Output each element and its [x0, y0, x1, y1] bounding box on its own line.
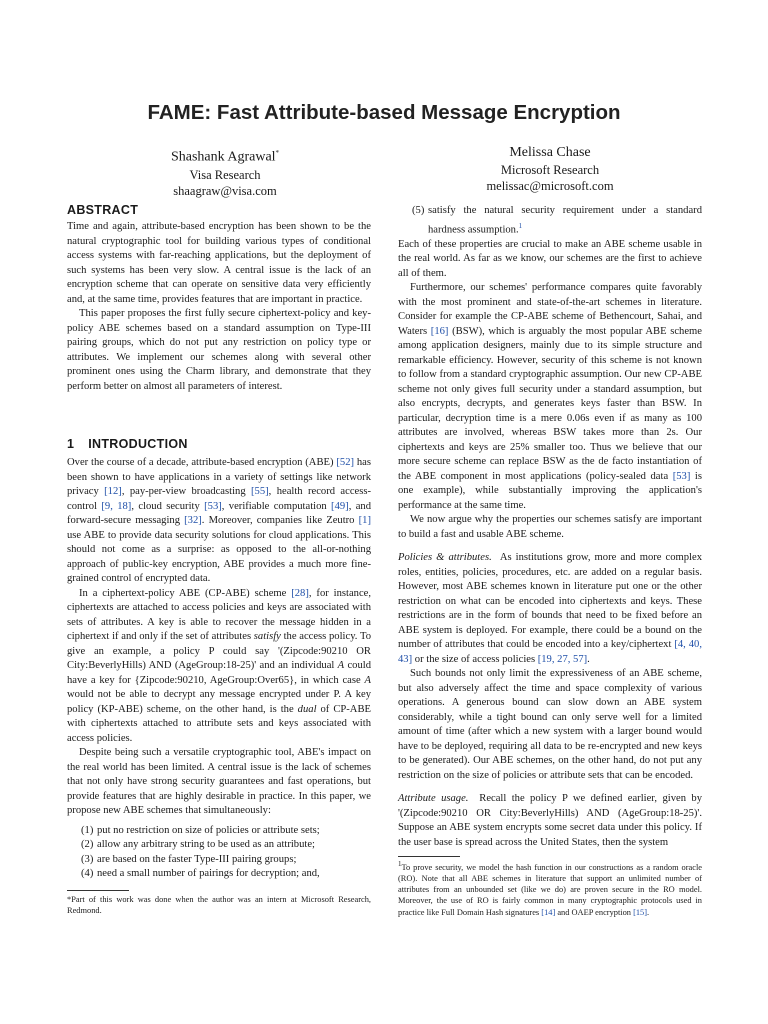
capabilities-list [67, 824, 371, 882]
section-heading-introduction: 1 INTRODUCTION [67, 437, 188, 451]
citation-link[interactable]: [52] [336, 457, 355, 468]
citation-link[interactable]: [53] [672, 470, 691, 482]
author-name: Melissa Chase [509, 145, 591, 160]
author-block-1 [75, 144, 375, 199]
citation-link[interactable]: [19, 27, 57] [537, 653, 588, 665]
abstract-paragraph-2: This paper proposes the first fully secure ciphertext-policy and key-policy ABE schemes based on a standard assumption on Type-III pairing groups, which do not put any restriction on policy type or attributes. We implement our schemes along with several other prominent ones using the Charm library, and demonstrate that they perform better on almost all parameters of interest. [67, 308, 371, 392]
citation-link[interactable]: [14] [541, 907, 556, 917]
list-item: (5) satisfy the natural security requirement under a standard hardness assumption.$^1$ [412, 205, 702, 236]
author-name: Shashank Agrawal* [170, 149, 280, 165]
runin-heading: Policies & attributes. [398, 552, 492, 564]
footnote-left [67, 890, 371, 916]
intro-paragraph-1: Over the course of a decade, attribute-based encryption (ABE) [52] has been shown to have applications in a variety of settings like network privacy [12], pay-per-view broadcasting [55], health record access-control [9, 18], cloud security [53], verifiable computation [49], and forward-secure messaging [32]. Moreover, companies like Zeutro [1] use ABE to provide data security solutions for cloud applications. This should not come as a surprise: as opposed to the all-or-nothing approach of public-key encryption, ABE provides a much more fine-grained control of encrypted data. [67, 457, 372, 584]
citation-link[interactable]: [12] [104, 486, 122, 497]
capabilities-list-continued [398, 204, 702, 238]
policies-paragraph-2: Such bounds not only limit the expressiveness of an ABE scheme, but also adversely affect the time and space complexity of various operations. A generous bound can slow down an ABE system considerably, while a tight bound can only serve well for a limited amount of time (after which a new system with a larger bound would have to be deployed, requiring all data to be re-encrypted and new keys to be generated). Our ABE schemes, on the other hand, do not put any restriction on the size of policies or attribute sets that can be encoded. [398, 668, 702, 781]
author-affiliation: Microsoft Research [500, 163, 600, 177]
list-item: (2) allow any arbitrary string to be used as an attribute; [81, 839, 315, 850]
footnote-text: $^1$To prove security, we model the hash function in our constructions as a random oracle (RO). Note that all ABE schemes in literature that support an unlimited number of attributes from an unbounded set (like we do) are proven secure in the RO model. Moreover, the use of RO is fairly common in many cryptographic protocols used in practice like Full Domain Hash signatures [14] and OAEP encryption [15]. [398, 860, 702, 917]
citation-link[interactable]: [53] [204, 500, 222, 512]
usage-paragraph-1: Attribute usage. Recall the policy P we defined earlier, given by '(Zipcode:90210 OR City:BeverlyHills) AND (AgeGroup:18-25)'. Suppose an ABE system encrypts some secret data under this policy. If the user base is spread across the United States, then the system [398, 793, 702, 848]
author-email: shaagraw@visa.com [173, 183, 277, 198]
right-paragraph-1: Each of these properties are crucial to make an ABE scheme usable in the real world. As far as we know, our schemes are the first to achieve all of them. [398, 238, 702, 279]
footnote-rule [398, 856, 460, 857]
list-item: (3) are based on the faster Type-III pairing groups; [81, 853, 297, 865]
citation-link[interactable]: [32] [184, 515, 202, 526]
author-affiliation: Visa Research [189, 167, 261, 182]
paper-title: FAME: Fast Attribute-based Message Encryption [147, 101, 621, 124]
footnote-text: *Part of this work was done when the author was an intern at Microsoft Research, Redmond. [67, 895, 371, 916]
footnote-ref[interactable]: 1 [518, 221, 523, 230]
citation-link[interactable]: [9, 18] [101, 500, 132, 512]
citation-link[interactable]: [28] [291, 587, 309, 599]
citation-link[interactable]: [4, 40, 43] [398, 639, 702, 665]
intro-paragraph-2: In a ciphertext-policy ABE (CP-ABE) scheme [28], for instance, ciphertexts are attached to access policies and keys are associated with sets of attributes. A key is able to recover the message hidden in a ciphertext if and only if the set of attributes satisfy the access policy. To give an example, a policy P could say '(Zipcode:90210 OR City:BeverlyHills) AND (AgeGroup:18-25)' and an individual A could have a key for {Zipcode:90210, AgeGroup:Over65}, in which case A would not be able to decrypt any message encrypted under P. A key policy (KP-ABE) scheme, on the other hand, is the dual of CP-ABE with ciphertexts attached to attribute sets and keys associated with access policies. [67, 587, 371, 744]
author-email: melissac@microsoft.com [486, 179, 614, 193]
intro-paragraph-3: Despite being such a versatile cryptographic tool, ABE's impact on the real world has been limited. A central issue is the lack of schemes that not only have strong security guarantees and fast operations, but provide features that are highly desirable in practice. In this paper, we propose new ABE schemes that simultaneously: [67, 747, 371, 816]
list-item: (1) put no restriction on size of policies or attribute sets; [81, 824, 320, 836]
right-paragraph-2: Furthermore, our schemes' performance compares quite favorably with the most prominent and state-of-the-art schemes in literature. Consider for example the CP-ABE scheme of Bethencourt, Sahai, and Waters [16] (BSW), which is arguably the most popular ABE scheme among application designers, mainly due to its simple structure and remarkable efficiency. However, security of this scheme is not known to follow from a standard cryptographic assumption. Our new CP-ABE scheme not only gives full security under a standard assumption, but also encrypts, decrypts, and generates keys faster than BSW. In particular, decryption time is a mere 0.06s even if as many as 100 attributes are involved, whereas BSW takes more than 2s. Our ciphertexts and keys are 25% smaller too. Thus we believe that our more secure scheme can replace BSW as the de facto instantiation of the ABE component in most applications (policy-sealed data [53] is one example), while substantially improving the application's performance at the same time. [398, 282, 702, 511]
footnote-rule [67, 890, 129, 891]
footnote-right [398, 856, 702, 918]
runin-heading: Attribute usage. [398, 793, 469, 805]
right-paragraph-3: We now argue why the properties our schemes satisfy are important to build a fast and usable ABE scheme. [398, 514, 702, 540]
list-item: (4) need a small number of pairings for decryption; and, [81, 868, 320, 879]
citation-link[interactable]: [15] [633, 907, 648, 917]
citation-link[interactable]: [16] [430, 325, 449, 337]
citation-link[interactable]: [1] [358, 515, 371, 526]
citation-link[interactable]: [55] [251, 486, 269, 497]
abstract-paragraph-1: Time and again, attribute-based encryption has been shown to be the natural cryptographic tool for building various types of conditional access systems with far-reaching applications, but the deployment of such systems has been very slow. A central issue is the lack of an encryption scheme that can operate on sensitive data very efficiently and, at the same time, provides features that are important in practice. [67, 221, 371, 305]
citation-link[interactable]: [49] [331, 500, 349, 512]
abstract-heading: ABSTRACT [67, 203, 139, 217]
author-block-2 [400, 144, 700, 194]
policies-paragraph-1: Policies & attributes. As institutions grow, more and more complex roles, entities, policies, procedures, etc. are added on a regular basis. However, most ABE schemes known in literature put one or the other restriction on what can be encoded into ciphertexts and keys. These restrictions are in the form of bounds that need to be fixed before an ABE system is deployed. For example, there could be a bound on the number of attributes that could be encoded into a key/ciphertext [4, 40, 43] or the size of access policies [19, 27, 57]. [398, 552, 702, 665]
